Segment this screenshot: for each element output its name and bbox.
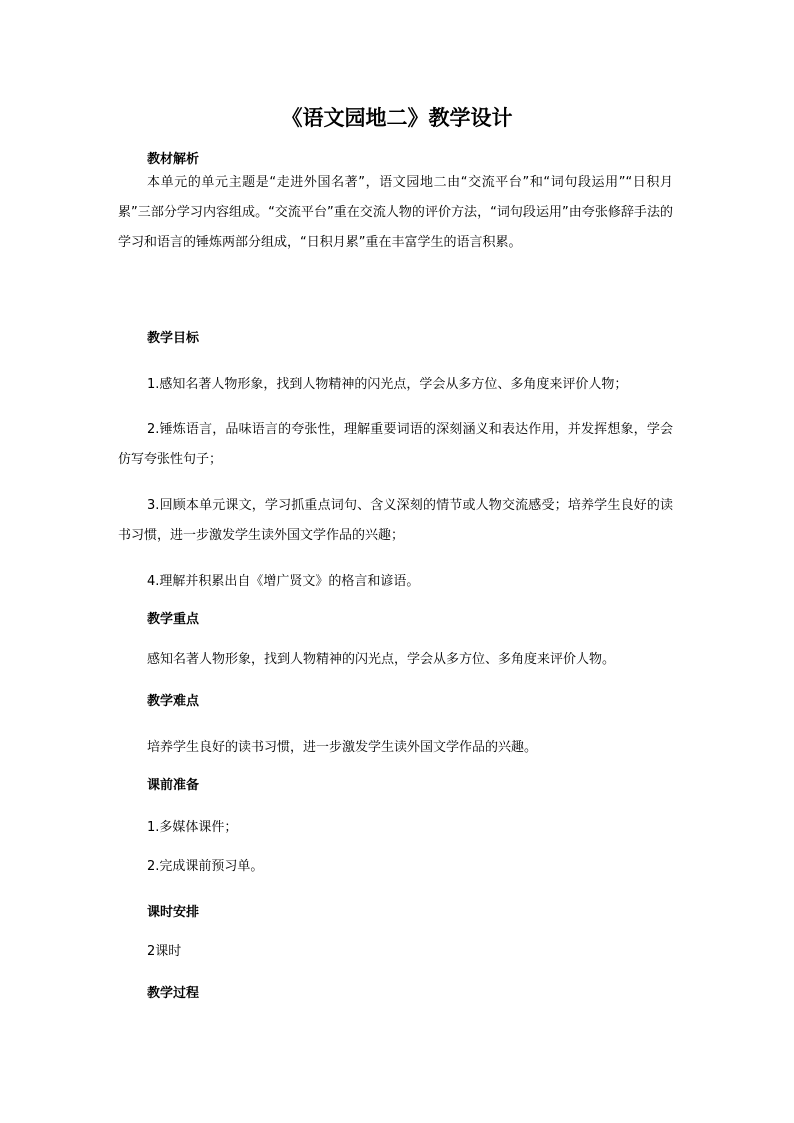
preparation-item-2: 2.完成课前预习单。 — [147, 859, 264, 874]
document-title: 《语文园地二》教学设计 — [281, 105, 513, 130]
preparation-item-1: 1.多媒体课件； — [147, 820, 238, 835]
heading-schedule: 课时安排 — [147, 905, 200, 920]
heading-preparation: 课前准备 — [147, 778, 200, 793]
heading-analysis: 教材解析 — [147, 152, 200, 167]
paragraph-difficulties: 培养学生良好的读书习惯，进一步激发学生读外国文学作品的兴趣。 — [147, 740, 538, 755]
goal-item-4: 4.理解并积累出自《增广贤文》的格言和谚语。 — [147, 574, 420, 589]
heading-key-points: 教学重点 — [147, 612, 200, 627]
paragraph-analysis: 本单元的单元主题是“走进外国名著”，语文园地二由“交流平台”和“词句段运用”“日积月累”三部分学习内容组成。“交流平台”重在交流人物的评价方法，“词句段运用”由夸张修辞手法的学习和语言的锤炼两部分组成，“日积月累”重在丰富学生的语言积累。 — [118, 175, 673, 250]
heading-difficulties: 教学难点 — [147, 694, 200, 709]
heading-process: 教学过程 — [147, 986, 200, 1001]
goal-item-3: 3.回顾本单元课文，学习抓重点词句、含义深刻的情节或人物交流感受；培养学生良好的读书习惯，进一步激发学生读外国文学作品的兴趣； — [118, 498, 673, 543]
heading-goals: 教学目标 — [147, 331, 200, 346]
goal-item-2: 2.锤炼语言，品味语言的夸张性，理解重要词语的深刻涵义和表达作用，并发挥想象，学会仿写夸张性句子； — [118, 422, 673, 467]
goal-item-1: 1.感知名著人物形象，找到人物精神的闪光点，学会从多方位、多角度来评价人物； — [147, 377, 628, 392]
paragraph-schedule: 2课时 — [147, 944, 182, 959]
paragraph-key-points: 感知名著人物形象，找到人物精神的闪光点，学会从多方位、多角度来评价人物。 — [147, 652, 616, 667]
